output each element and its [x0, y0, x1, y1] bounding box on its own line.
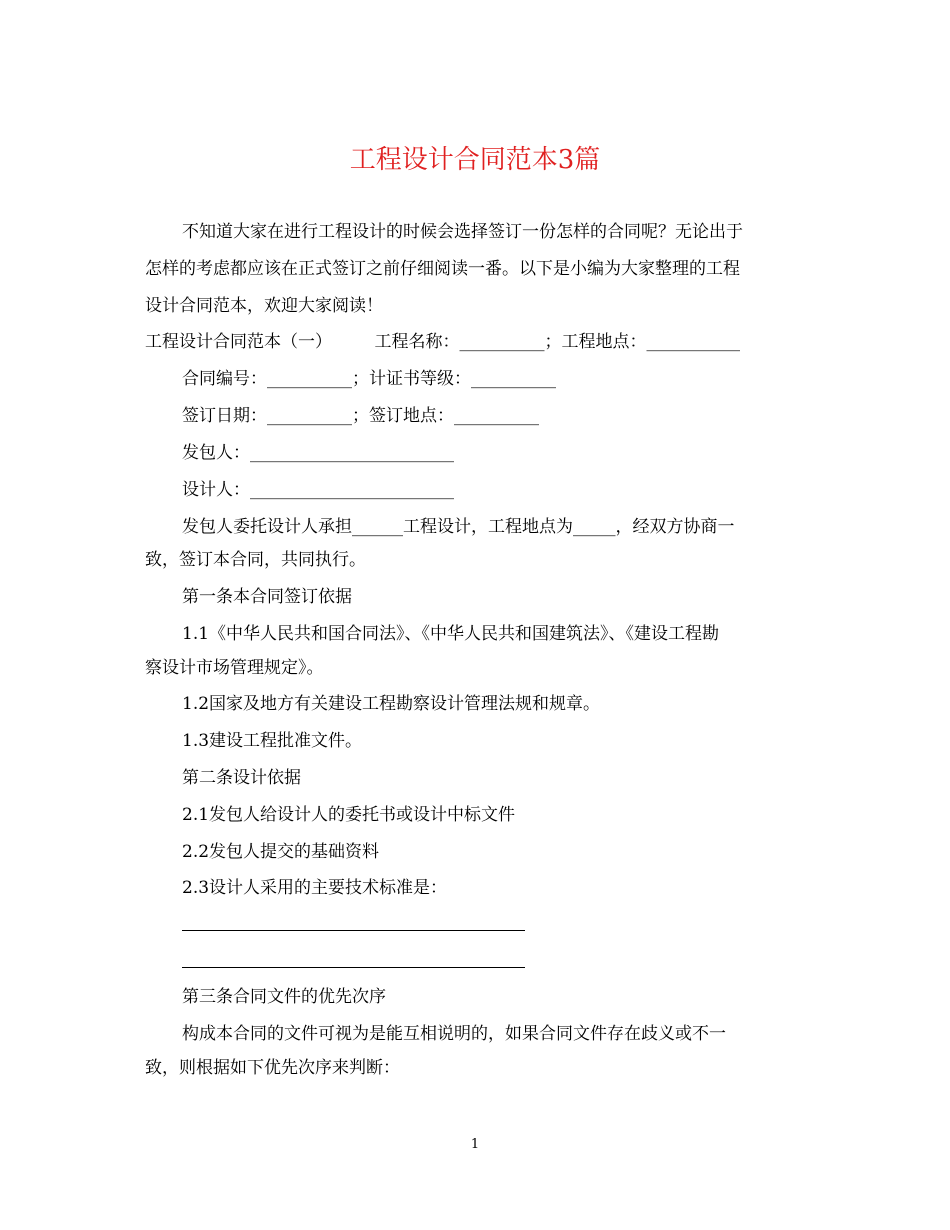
clause-line: 致，则根据如下优先次序来判断： [145, 1058, 400, 1078]
intro-paragraph-line: 怎样的考虑都应该在正式签订之前仔细阅读一番。以下是小编为大家整理的工程 [145, 259, 740, 279]
intro-paragraph-line: 设计合同范本，欢迎大家阅读！ [145, 296, 383, 316]
article-heading: 第三条合同文件的优先次序 [182, 987, 386, 1007]
clause-line: 构成本合同的文件可视为是能互相说明的，如果合同文件存在歧义或不一 [182, 1024, 726, 1044]
clause-line: 2.2发包人提交的基础资料 [182, 842, 380, 862]
commission-paragraph-line: 致，签订本合同，共同执行。 [145, 550, 366, 570]
clause-line: 2.3设计人采用的主要技术标准是： [182, 878, 448, 898]
clause-line: 1.1《中华人民共和国合同法》、《中华人民共和国建筑法》、《建设工程勘 [182, 624, 720, 644]
clause-line: 1.3建设工程批准文件。 [182, 731, 363, 751]
clause-line: 2.1发包人给设计人的委托书或设计中标文件 [182, 805, 516, 825]
clause-line: 1.2国家及地方有关建设工程勘察设计管理法规和规章。 [182, 694, 601, 714]
document-title: 工程设计合同范本3篇 [349, 145, 601, 175]
clause-line: 察设计市场管理规定》。 [145, 658, 324, 678]
designer-line: 设计人：________________________ [182, 480, 454, 500]
article-heading: 第一条本合同签订依据 [182, 587, 352, 607]
signing-date-line: 签订日期：__________；签订地点：__________ [182, 406, 539, 426]
employer-line: 发包人：________________________ [182, 443, 454, 463]
fill-in-rule [182, 930, 525, 931]
commission-paragraph-line: 发包人委托设计人承担______工程设计，工程地点为_____，经双方协商一 [182, 517, 735, 537]
fill-in-rule [182, 967, 525, 968]
intro-paragraph-line: 不知道大家在进行工程设计的时候会选择签订一份怎样的合同呢？无论出于 [182, 222, 743, 242]
contract-header-line: 工程设计合同范本（一） 工程名称：__________；工程地点：___________ [145, 332, 740, 352]
article-heading: 第二条设计依据 [182, 768, 301, 788]
page-number: 1 [470, 1137, 480, 1152]
contract-number-line: 合同编号：__________；计证书等级：__________ [182, 369, 556, 389]
